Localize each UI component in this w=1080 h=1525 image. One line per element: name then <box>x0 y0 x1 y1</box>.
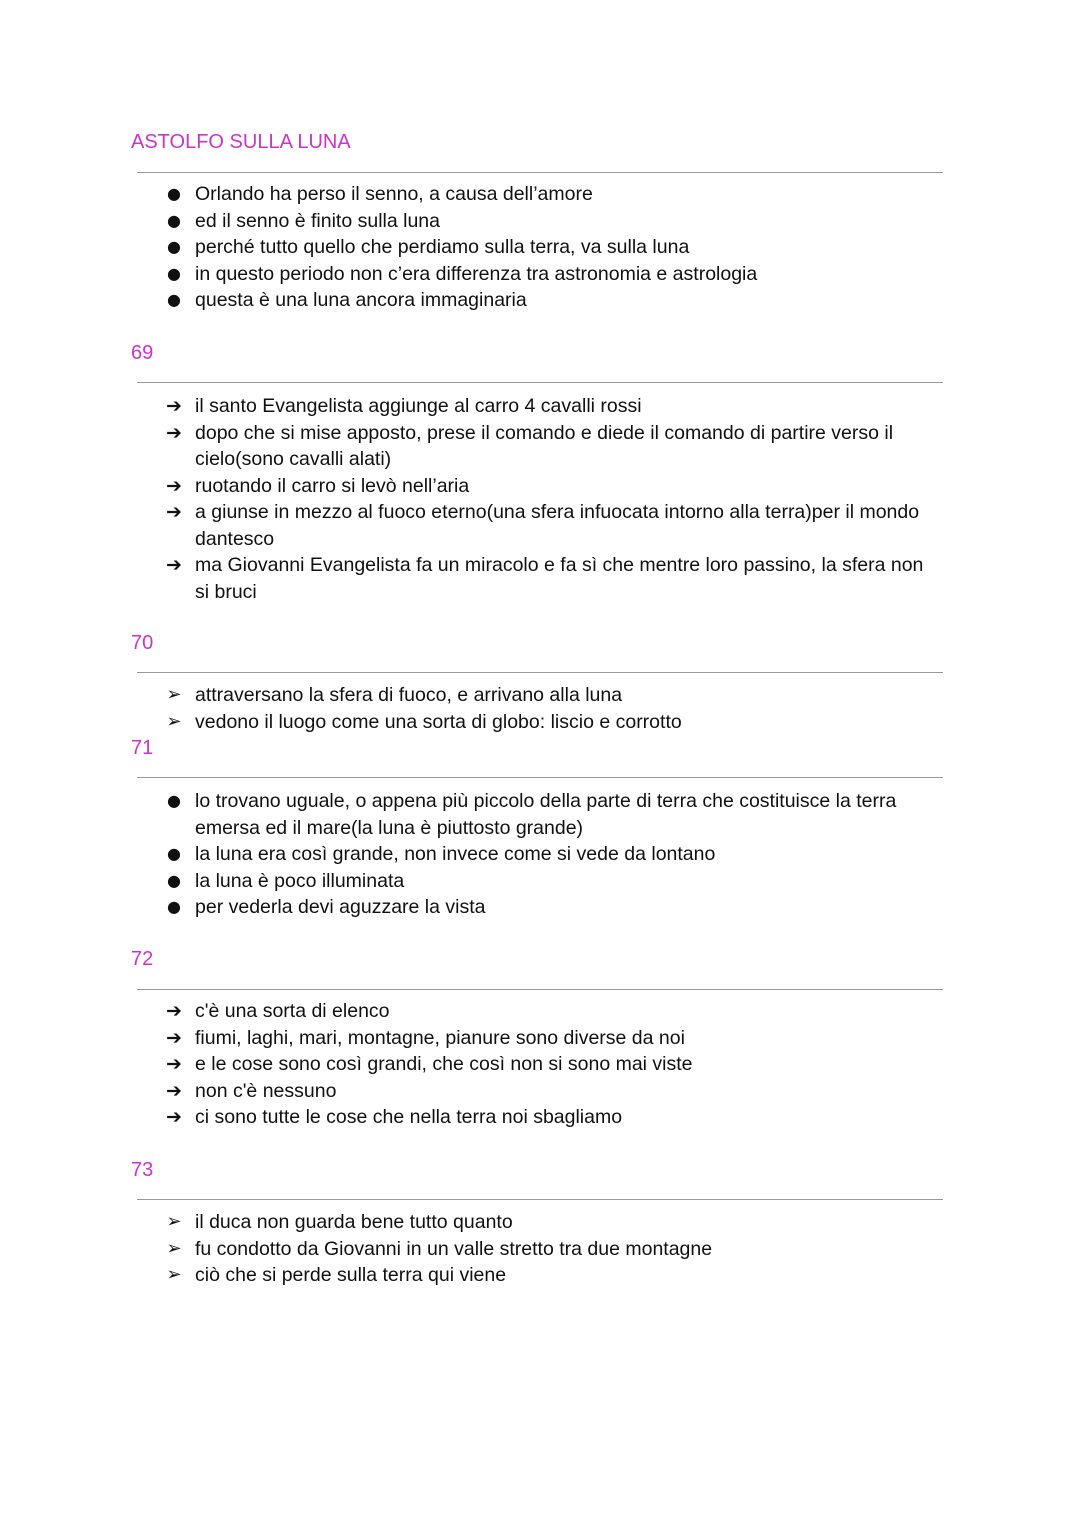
arrow-icon: ➔ <box>166 1053 182 1075</box>
arrow-icon: ➔ <box>166 1026 182 1049</box>
section-number: 69 <box>131 342 154 364</box>
list-item: ➢ il duca non guarda bene tutto quanto <box>137 1209 943 1236</box>
note-list <box>137 682 943 735</box>
bullet-icon: ● <box>167 237 181 256</box>
list-item: ➢ fu condotto da Giovanni in un valle stretto tra due montagne <box>137 1236 943 1263</box>
list-item: ➔ fiumi, laghi, mari, montagne, pianure sono diverse da noi <box>137 1025 943 1052</box>
section-divider <box>137 172 943 173</box>
arrow-icon: ➔ <box>166 474 182 497</box>
list-item: ● ed il senno è finito sulla luna <box>137 208 943 235</box>
section-number: 70 <box>131 632 154 654</box>
note-list <box>137 788 943 921</box>
section-divider <box>137 1199 943 1200</box>
arrow-icon: ➔ <box>166 1000 182 1022</box>
arrow-icon: ➔ <box>166 554 182 576</box>
arrow-icon: ➔ <box>166 421 182 444</box>
section-divider <box>137 382 943 383</box>
triangle-arrow-icon: ➢ <box>166 684 182 705</box>
list-item: ➢ ciò che si perde sulla terra qui viene <box>137 1262 943 1289</box>
arrow-icon: ➔ <box>166 501 182 523</box>
list-item: ● in questo periodo non c’era differenza tra astronomia e astrologia <box>137 261 943 288</box>
arrow-icon: ➔ <box>166 395 182 417</box>
list-item: ● Orlando ha perso il senno, a causa dell’amore <box>137 181 943 208</box>
list-item: ➔ il santo Evangelista aggiunge al carro 4 cavalli rossi <box>137 393 943 420</box>
triangle-arrow-icon: ➢ <box>166 710 182 732</box>
list-item: ● perché tutto quello che perdiamo sulla terra, va sulla luna <box>137 234 943 261</box>
bullet-icon: ● <box>167 263 181 283</box>
note-list <box>137 393 943 605</box>
section-number: 72 <box>131 948 154 970</box>
section-divider <box>137 989 943 990</box>
section-divider <box>137 777 943 778</box>
note-list <box>137 181 943 314</box>
arrow-icon: ➔ <box>166 1079 182 1102</box>
note-list <box>137 1209 943 1289</box>
triangle-arrow-icon: ➢ <box>166 1264 182 1285</box>
page-title: ASTOLFO SULLA LUNA <box>131 131 351 153</box>
arrow-icon: ➔ <box>166 1106 182 1128</box>
list-item: ● per vederla devi aguzzare la vista <box>137 894 943 921</box>
triangle-arrow-icon: ➢ <box>166 1211 182 1232</box>
bullet-icon: ● <box>167 897 181 916</box>
section-divider <box>137 672 943 673</box>
note-list <box>137 998 943 1131</box>
list-item: ➔ e le cose sono così grandi, che così non si sono mai viste <box>137 1051 943 1078</box>
list-item: ➢ vedono il luogo come una sorta di globo: liscio e corrotto <box>137 709 943 736</box>
list-item: ➔ non c'è nessuno <box>137 1078 943 1105</box>
list-item: ➢ attraversano la sfera di fuoco, e arrivano alla luna <box>137 682 943 709</box>
bullet-icon: ● <box>167 290 181 309</box>
list-item: ➔ c'è una sorta di elenco <box>137 998 943 1025</box>
list-item: ● la luna era così grande, non invece come si vede da lontano <box>137 841 943 868</box>
bullet-icon: ● <box>167 870 181 890</box>
list-item: ● questa è una luna ancora immaginaria <box>137 287 943 314</box>
bullet-icon: ● <box>167 844 181 863</box>
list-item: ● lo trovano uguale, o appena più piccolo della parte di terra che costituisce la terra emersa ed il mare(la luna è piuttosto grande) <box>137 788 943 841</box>
section-number: 73 <box>131 1159 154 1181</box>
bullet-icon: ● <box>167 791 181 810</box>
list-item: ➔ dopo che si mise apposto, prese il comando e diede il comando di partire verso il cielo(sono cavalli alati) <box>137 420 943 473</box>
list-item: ➔ a giunse in mezzo al fuoco eterno(una sfera infuocata intorno alla terra)per il mondo dantesco <box>137 499 943 552</box>
bullet-icon: ● <box>167 210 181 230</box>
list-item: ➔ ma Giovanni Evangelista fa un miracolo e fa sì che mentre loro passino, la sfera non si bruci <box>137 552 943 605</box>
list-item: ➔ ruotando il carro si levò nell’aria <box>137 473 943 500</box>
section-number: 71 <box>131 737 154 759</box>
bullet-icon: ● <box>167 184 181 203</box>
list-item: ● la luna è poco illuminata <box>137 868 943 895</box>
list-item: ➔ ci sono tutte le cose che nella terra noi sbagliamo <box>137 1104 943 1131</box>
triangle-arrow-icon: ➢ <box>166 1237 182 1259</box>
